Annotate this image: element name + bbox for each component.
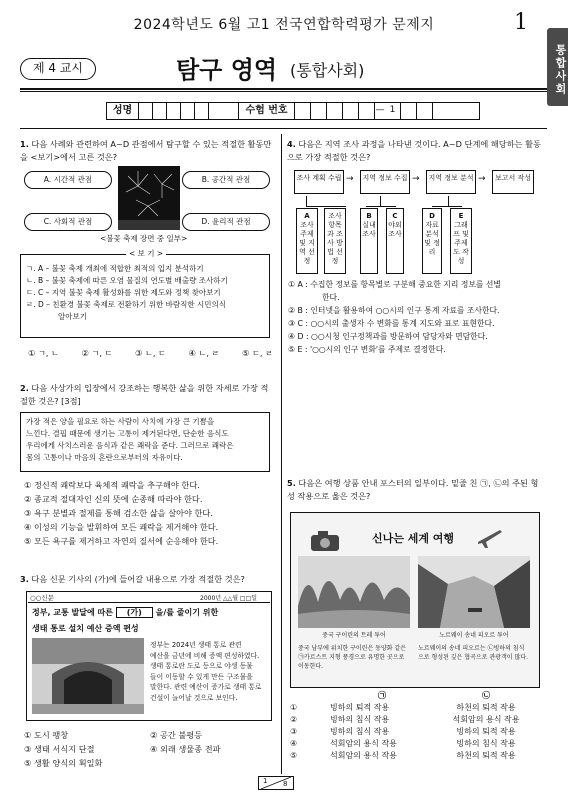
spacer	[209, 103, 239, 119]
exam-title: 2024학년도 6월 고1 전국연합학력평가 문제지	[133, 17, 435, 33]
q4-column-a: A 조사 주제 및 지역 선정	[296, 208, 318, 274]
camera-icon	[310, 530, 340, 552]
q4-column-b: B 실내 조사	[360, 208, 378, 274]
info-rule	[20, 128, 547, 129]
period-badge: 제 4 교시	[20, 58, 96, 80]
q3-option[interactable]: ⑤ 생활 양식의 획일화	[24, 758, 103, 768]
q5-option[interactable]: ② 빙하의 침식 작용 석회암의 용식 작용	[290, 715, 520, 724]
photo2-description: 노르웨이의 송네 피오르는 ㉡빙하의 침식으로 형성된 깊은 협곡으로 관광객이 많다.	[418, 645, 528, 661]
q1-option[interactable]: ④ ㄴ, ㄹ	[188, 348, 220, 358]
total-pages: 8	[283, 780, 288, 788]
photo1-caption: 중국 구이린의 트레 투어	[322, 632, 386, 639]
subject-title: 탐구 영역	[176, 56, 278, 84]
arrow-icon: →	[478, 174, 486, 184]
connector	[306, 196, 307, 206]
id-cell[interactable]	[417, 103, 433, 119]
id-cell[interactable]	[311, 103, 327, 119]
q3-paper-rule	[28, 602, 270, 603]
flow-step-1: 조사 계획 수립	[294, 170, 344, 194]
id-dash: —	[375, 105, 385, 115]
q4-column-d: D 자료 분석 및 정리	[422, 208, 442, 274]
id-cell[interactable]	[343, 103, 359, 119]
current-page: 1	[263, 777, 268, 785]
photo1-description: 중국 남부에 위치한 구이린은 동양화 같은 ㉠카르스트 지형 풍경으로 유명한 곳으로 이동한다.	[298, 645, 407, 670]
q1-tag-b: B. 공간적 관점	[182, 171, 270, 189]
connector	[366, 206, 396, 207]
q3-headline-2: 생태 통로 설치 예산 증액 편성	[32, 624, 139, 633]
q5-option[interactable]: ⑤ 석회암의 용식 작용 하천의 퇴적 작용	[290, 751, 516, 760]
arrow-icon: →	[346, 174, 354, 184]
name-cell[interactable]	[139, 103, 153, 119]
connector	[432, 206, 462, 207]
candidate-info-bar	[106, 102, 480, 120]
q2-option[interactable]: ③ 욕구 분별과 절제를 통해 검소한 삶을 살아야 한다.	[24, 508, 213, 518]
q1-options	[28, 346, 273, 360]
name-cell[interactable]	[195, 103, 209, 119]
eco-bridge-image	[32, 638, 144, 714]
q2-passage: 가장 적은 양을 필요로 하는 사람이 사치에 가장 큰 기쁨을 느낀다. 결핍 때문에 생기는 고통이 제거된다면, 단순한 음식도 우리에게 사치스러운 음식과 같은 쾌락을 준다. 그러므로 쾌락은 몸의 고통이나 마음의 혼란으로부터의 자유이다.	[26, 417, 234, 462]
name-label: 성명	[107, 103, 139, 119]
q4-column-plan: 조사 항목과 조사 방법 선정	[324, 208, 346, 274]
q1-caption: <불꽃 축제 장면 중 일부>	[100, 234, 188, 243]
poster-title: 신나는 세계 여행	[372, 532, 455, 545]
id-digit: 1	[385, 103, 401, 119]
id-cell[interactable]	[327, 103, 343, 119]
q4-option-cont: 한다.	[322, 293, 340, 302]
fjord-photo	[418, 556, 530, 628]
subject-subtitle: (통합사회)	[290, 61, 365, 80]
name-cell[interactable]	[167, 103, 181, 119]
q3-stem: 3. 다음 신문 기사의 (가)에 들어갈 내용으로 가장 적절한 것은?	[20, 574, 245, 584]
q2-option[interactable]: ② 종교적 절대자인 신의 뜻에 순종해 따라야 한다.	[24, 494, 203, 504]
column-divider	[281, 134, 282, 774]
name-cell[interactable]	[181, 103, 195, 119]
id-label: 수험 번호	[239, 103, 295, 119]
q3-option[interactable]: ① 도시 팽창	[24, 730, 69, 740]
q4-option[interactable]: ④ D : ○○시청 인구정책과를 방문하여 담당자와 면담한다.	[288, 332, 488, 341]
header-rule	[20, 88, 547, 90]
id-cell[interactable]	[433, 103, 449, 119]
page-indicator	[258, 776, 294, 790]
q2-option[interactable]: ⑤ 모든 욕구를 제거하고 자연의 질서에 순응해야 한다.	[24, 536, 219, 546]
q2-options	[24, 478, 276, 548]
q1-option[interactable]: ⑤ ㄷ, ㄹ	[242, 348, 273, 358]
q3-body: 정부는 2024년 생태 통로 관련 예산을 금년에 비해 증액 편성하였다. 생태 통로란 도로 등으로 야생 동물 들이 이동할 수 있게 만든 구조물을 말한다. 관련 예산이 증가로 생태 통로 건설이 늘어날 것으로 보인다.	[150, 641, 262, 702]
name-cell[interactable]	[153, 103, 167, 119]
q3-options	[24, 728, 274, 770]
flow-step-4: 보고서 작성	[492, 170, 534, 194]
q5-option[interactable]: ③ 빙하의 침식 작용 빙하의 퇴적 작용	[290, 727, 516, 736]
q3-option[interactable]: ③ 생태 서식지 단절	[24, 744, 95, 754]
guilin-photo	[298, 556, 410, 628]
id-cell[interactable]	[295, 103, 311, 119]
q1-bogi-list: ㄱ. A – 불꽃 축제 개최에 적합한 최적의 입지 분석하기 ㄴ. B – 불꽃 축제에 따른 오염 물질의 연도별 배출량 조사하기 ㄷ. C – 지역 불꽃 축제 활성화를 위한 제도와 정책 찾아보기 ㄹ. D – 친환경 불꽃 축제로 전환하기 위한 바람직한 시민의식 알아보기	[26, 264, 228, 321]
q1-option[interactable]: ③ ㄴ, ㄷ	[135, 348, 166, 358]
q2-option[interactable]: ④ 이성의 기능을 발휘하여 모든 쾌락을 제거해야 한다.	[24, 522, 219, 532]
q3-option[interactable]: ④ 외래 생물종 전파	[150, 744, 221, 754]
q4-option[interactable]: ① A : 수집한 정보를 항목별로 구분해 중요한 지리 정보를 선별	[288, 280, 501, 289]
subject-side-tab: 통합사회	[547, 28, 568, 106]
flow-step-3: 지역 정보 분석	[426, 170, 476, 194]
connector	[380, 196, 381, 206]
q4-option[interactable]: ⑤ E : '○○시의 인구 변화'를 주제로 결정한다.	[288, 345, 446, 354]
q1-tag-c: C. 사회적 관점	[24, 213, 112, 231]
q3-paper-name: ○○신문	[30, 594, 54, 602]
id-cell[interactable]	[359, 103, 375, 119]
header-rule-thin	[20, 91, 547, 92]
q4-options	[288, 278, 542, 356]
arrow-icon: →	[412, 174, 420, 184]
q4-column-c: C 야외 조사	[386, 208, 404, 274]
q1-option[interactable]: ① ㄱ, ㄴ	[28, 348, 59, 358]
q5-stem: 5. 다음은 여행 상품 안내 포스터의 일부이다. 밑줄 친 ㉠, ㉡의 주된 형성 작용으로 옳은 것은?	[287, 478, 539, 501]
q2-stem: 2. 다음 사상가의 입장에서 강조하는 행복한 삶을 위한 자세로 가장 적절한 것은? [3점]	[20, 383, 269, 406]
q1-bogi-title: < 보 기 >	[126, 248, 166, 260]
flow-step-2: 지역 정보 수집	[360, 170, 410, 194]
photo2-caption: 노르웨이 송네 피오르 투어	[439, 632, 509, 639]
q4-option[interactable]: ② B : 인터넷을 활용하여 ○○시의 인구 통계 자료를 조사한다.	[288, 306, 500, 315]
connector	[306, 206, 346, 207]
q4-option[interactable]: ③ C : ○○시의 출생자 수 변화를 통계 지도와 표로 표현한다.	[288, 319, 495, 328]
q1-tag-d: D. 윤리적 관점	[182, 213, 270, 231]
q1-stem: 1. 다음 사례와 관련하여 A~D 관점에서 탐구할 수 있는 적절한 활동만을 <보기>에서 고른 것은?	[20, 139, 272, 162]
id-cell[interactable]	[401, 103, 417, 119]
q3-option[interactable]: ② 공간 불평등	[150, 730, 203, 740]
q4-stem: 4. 다음은 지역 조사 과정을 나타낸 것이다. A~D 단계에 해당하는 활동으로 가장 적절한 것은?	[287, 139, 541, 162]
q3-paper-date: 2000년 △△월 □□일	[200, 595, 258, 602]
q1-tag-a: A. 시간적 관점	[24, 171, 112, 189]
airplane-icon	[474, 522, 504, 552]
q5-option[interactable]: ① 빙하의 퇴적 작용 하천의 퇴적 작용	[290, 703, 516, 712]
q3-headline: 정부, 교통 발달에 따른 (가) 을/를 줄이기 위한	[32, 608, 219, 617]
page-number: 1	[514, 10, 528, 35]
q4-column-e: E 그래프 및 주제도 작성	[450, 208, 472, 274]
q5-option[interactable]: ④ 석회암의 용식 작용 빙하의 침식 작용	[290, 739, 516, 748]
connector	[448, 196, 449, 206]
q5-answer-table: ㉠ ㉡ ① 빙하의 퇴적 작용 하천의 퇴적 작용 ② 빙하의 침식 작용 석회암의 용식 작용 ③ 빙하의 침식 작용 빙하의 퇴적 작용 ④ 석회암의 용식 작용 빙하의 침식 작용 ⑤ 석회암의 용식 작용 하천의 퇴적 작용	[290, 690, 540, 762]
q2-option[interactable]: ① 정신적 쾌락보다 육체적 쾌락을 추구해야 한다.	[24, 480, 200, 490]
fireworks-image	[118, 166, 180, 230]
q1-option[interactable]: ② ㄱ, ㄷ	[81, 348, 113, 358]
